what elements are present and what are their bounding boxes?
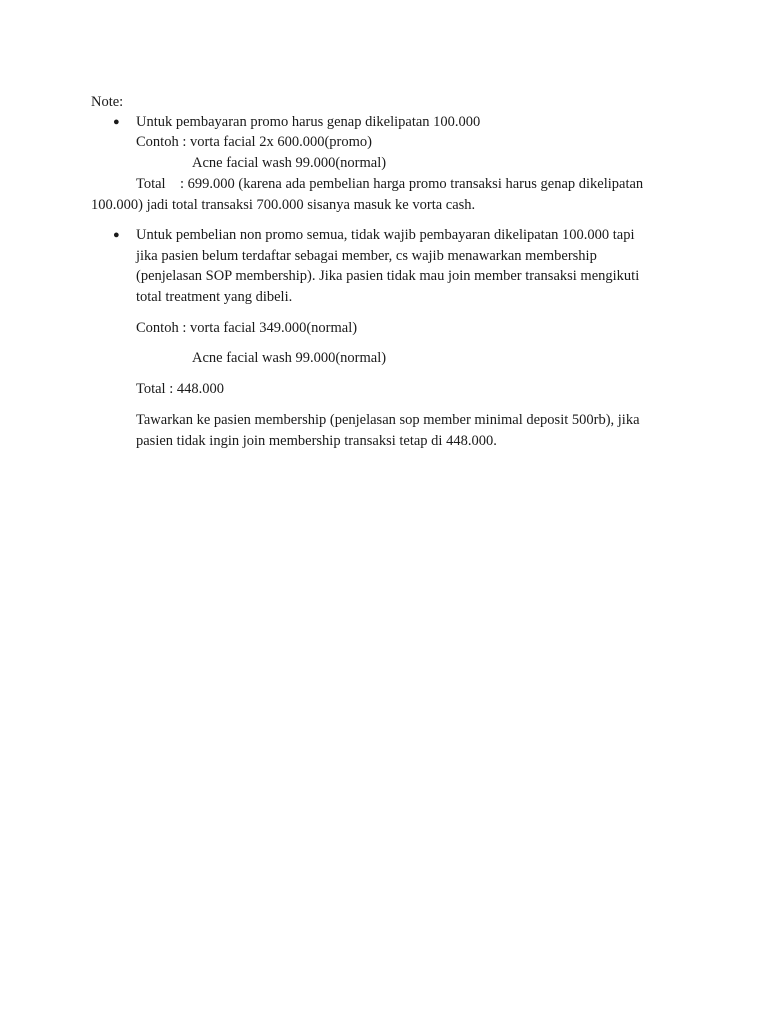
- note-label: Note:: [91, 94, 124, 110]
- section2-total: Total : 448.000: [136, 381, 224, 397]
- bullet-icon: ●: [113, 116, 120, 128]
- section2-example-line2: Acne facial wash 99.000(normal): [192, 350, 387, 366]
- section2-offer-line1: Tawarkan ke pasien membership (penjelasan sop member minimal deposit 500rb), jika: [136, 412, 640, 428]
- section1-total-label: Total: [136, 176, 166, 192]
- section1-example-line2: Acne facial wash 99.000(normal): [192, 155, 387, 171]
- section2-offer-line2: pasien tidak ingin join membership transaksi tetap di 448.000.: [136, 433, 497, 449]
- section2-paragraph-line4: total treatment yang dibeli.: [136, 289, 293, 305]
- section2-example-line1: Contoh : vorta facial 349.000(normal): [136, 320, 358, 336]
- section2-paragraph-line1: Untuk pembelian non promo semua, tidak wajib pembayaran dikelipatan 100.000 tapi: [136, 227, 635, 243]
- section1-example-line1: Contoh : vorta facial 2x 600.000(promo): [136, 134, 372, 150]
- section1-total-text: : 699.000 (karena ada pembelian harga promo transaksi harus genap dikelipatan: [180, 176, 644, 192]
- bullet-icon: ●: [113, 229, 120, 241]
- section2-paragraph-line2: jika pasien belum terdaftar sebagai member, cs wajib menawarkan membership: [136, 248, 597, 264]
- section1-total-continuation: 100.000) jadi total transaksi 700.000 sisanya masuk ke vorta cash.: [91, 197, 476, 213]
- section1-line1: Untuk pembayaran promo harus genap dikelipatan 100.000: [136, 114, 481, 130]
- section2-paragraph-line3: (penjelasan SOP membership). Jika pasien tidak mau join member transaksi mengikuti: [136, 268, 640, 284]
